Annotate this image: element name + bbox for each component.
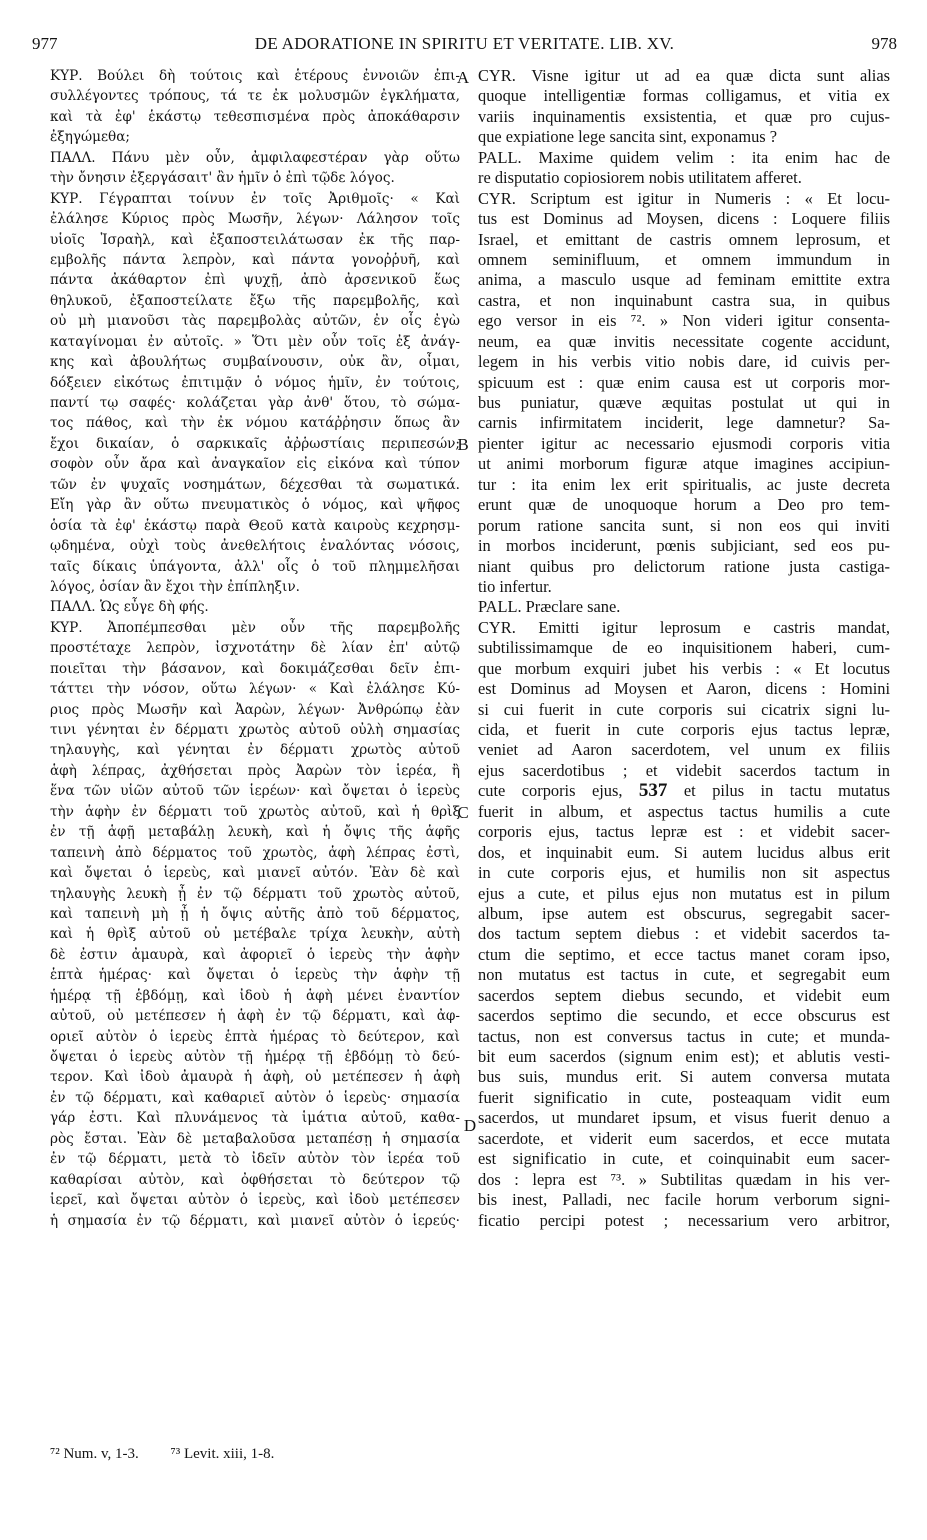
latin-text-line: tactus, non est conversus tactus in cute; et munda- — [478, 1026, 890, 1046]
latin-text-line: sacerdos septem diebus secundo, et videbit eum — [478, 985, 890, 1005]
latin-text-line: subtilissimamque de eo inquisitionem haberi, cum- — [478, 638, 890, 658]
greek-text-line: συλλέγοντες τρόπους, τά τε ἐκ μολυσμῶν ἐγκλήματα, — [50, 88, 460, 105]
latin-text-line: ejus sacerdotibus ; et videbit sacerdos tactum in — [478, 760, 890, 780]
greek-text-line: οὐ μὴ μιανοῦσι τὰς παρεμβολὰς αὐτῶν, ἐν οἷς ἐγὼ — [50, 313, 460, 330]
footnotes — [50, 1446, 550, 1463]
greek-text-line: καταγίνομαι ἐν αὐτοῖς. » Ὅτι μὲν οὖν τοῖς ἐξ ἀνάγ- — [50, 333, 460, 350]
latin-text-line: est significatio in cute, et coinquinabit eum sacer- — [478, 1149, 890, 1169]
greek-text-line: ἁφὴ λέπρας, ἀχθήσεται πρὸς Ἀαρὼν τὸν ἱερέα, ἢ — [50, 762, 460, 779]
greek-text-line: τάττει τὴν νόσον, οὕτω λέγων· « Καὶ ἐλάλησε Κύ- — [50, 681, 460, 698]
latin-text-line: quoque intelligentiæ formas colligamus, et vitia ex — [478, 86, 890, 106]
latin-text-line: ejus a cute, et pilus ejus non mutatus est in pilum — [478, 883, 890, 903]
greek-text-line: ρὸς ἔσται. Ἐὰν δὲ μεταβαλοῦσα μεταπέσῃ ἡ σημασία — [50, 1130, 460, 1147]
greek-text-line: πάντα ἀκάθαρτον ἐπὶ ψυχῇ, ἀπὸ ἀρσενικοῦ ἕως — [50, 272, 460, 289]
latin-text-line: legem in his verbis vitio nobis dare, id cuivis per- — [478, 352, 890, 372]
greek-text-line: ἱερεῖ, καὶ ὄψεται αὐτὸν ὁ ἱερεὺς, καὶ ἰδοὺ μετέπεσεν — [50, 1192, 460, 1209]
latin-text-line: sacerdote, et viderit eum sacerdos, et ecce mutata — [478, 1128, 890, 1148]
greek-text-line: ἐν τῇ ἁφῇ μεταβάλῃ λευκὴ, καὶ ἡ ὄψις τῆς ἁφῆς — [50, 824, 460, 841]
greek-text-line: αὐτοῦ, οὐ μετέπεσεν ἡ ἁφὴ ἐν τῷ δέρματι, καὶ ἀφ- — [50, 1008, 460, 1025]
latin-text-line: cida, et fuerit in cute corporis ejus tactus lepræ, — [478, 720, 890, 739]
page-number-right: 978 — [871, 34, 897, 53]
latin-text-line: cute corporis ejus, 537 et pilus in tactu mutatus — [478, 781, 890, 802]
margin-marker-c: C — [457, 803, 469, 822]
latin-text-line: veniet ad Aaron sacerdotem, vel unum ex filiis — [478, 740, 890, 760]
latin-text-line: spicuum est : quæ enim causa est ut corporis mor- — [478, 372, 890, 392]
latin-text-line: si cui fuerit in cute corporis sui cicatrix signi lu- — [478, 699, 890, 719]
latin-text-line: PALL. Præclare sane. — [478, 597, 621, 617]
greek-text-line: ἔχοι δικαίαν, ὁ σαρκικαῖς ἀῤῥωστίαις περιπεσών; — [50, 435, 460, 452]
greek-column — [50, 66, 460, 1231]
greek-text-line: ΠΑΛΛ. Πάνυ μὲν οὖν, ἀμφιλαφεστέραν γὰρ οὕτω — [50, 149, 460, 166]
greek-text-line: εμβολῆς πάντα λεπρὸν, καὶ πάντα γονοῤῥυῆ, καὶ — [50, 251, 460, 268]
latin-text-line: sacerdos, ut mundaret ipsum, et visus fuerit denuo a — [478, 1108, 890, 1128]
latin-text-line: omnem seminifluum, et omnem immundum in — [478, 249, 890, 269]
greek-text-line: υἱοῖς Ἰσραὴλ, καὶ ἐξαποστειλάτωσαν ἐκ τῆς παρ- — [50, 231, 460, 248]
greek-text-line: ἑπτὰ ἡμέρας· καὶ ὄψεται ὁ ἱερεὺς τὴν ἁφὴν τῇ — [50, 967, 460, 984]
latin-text-line: re disputatio copiosiorem nobis utilitatem afferet. — [478, 168, 802, 188]
greek-text-line: ἐλάλησε Κύριος πρὸς Μωσῆν, λέγων· Λάλησον τοῖς — [50, 211, 460, 228]
greek-text-line: τὴν ὄνησιν ἐξεργάσαιτ' ἂν ἡμῖν ὁ ἐπὶ τῷδε λόγος. — [50, 170, 395, 187]
latin-text-line: bis inest, Palladi, nec facile horum verborum signi- — [478, 1190, 890, 1210]
greek-text-line: τῶν ἐν ψυχαῖς νοσημάτων, δέχεσθαι τὰ σωματικά. — [50, 476, 460, 493]
greek-text-line: οριεῖ αὐτὸν ὁ ἱερεὺς ἑπτὰ ἡμέρας τὸ δεύτερον, καὶ — [50, 1028, 460, 1045]
greek-text-line: ἕνα τῶν υἱῶν αὐτοῦ τῶν ἱερέων· καὶ ὄψεται ὁ ἱερεὺς — [50, 783, 460, 800]
page-number-left: 977 — [32, 34, 58, 53]
greek-text-line: τὴν ἁφὴν ἐν δέρματι τοῦ χρωτὸς αὐτοῦ, καὶ ἡ θρὶξ — [50, 803, 460, 820]
greek-text-line: ῳδημένα, οὐχὶ τοὺς ἀνεθελήτοις ἐναλόντας νόσοις, — [50, 538, 460, 555]
greek-text-line: ριος πρὸς Μωσῆν καὶ Ἀαρὼν, λέγων· Ἀνθρώπῳ ἐὰν — [50, 701, 460, 718]
greek-text-line: ΚΥΡ. Γέγραπται τοίνυν ἐν τοῖς Ἀριθμοῖς· « Καὶ — [50, 190, 460, 207]
greek-text-line: καὶ ὄψεται ὁ ἱερεὺς, καὶ μιανεῖ αὐτόν. Ἐὰν δὲ καὶ — [50, 865, 460, 882]
greek-text-line: τηλαυγὴς λευκὴ ᾖ ἐν τῷ δέρματι τοῦ χρωτὸς αὐτοῦ, — [50, 885, 460, 902]
greek-text-line: καὶ τὰ ἐφ' ἑκάστῳ τεθεσπισμένα πρὸς ἀποκάθαρσιν — [50, 108, 460, 125]
latin-text-line: in morbos inciderunt, pœnis subjiciant, sed eos pu- — [478, 536, 890, 556]
greek-text-line: παντί τῳ σαφές· κολάζεται γὰρ ἀνθ' ὅτου, τὸ σώμα- — [50, 395, 460, 411]
latin-text-line: ctum die septimo, et ecce tactus manet coram ipso, — [478, 944, 890, 964]
latin-text-line: album, ipse autem est obscurus, segregabit sacer- — [478, 903, 890, 923]
latin-text-line: ego versor in eis ⁷². » Non videri igitur consenta- — [478, 311, 890, 331]
latin-text-line: in cute corporis ejus, et humilis non sit aspectus — [478, 863, 890, 883]
latin-text-line: tio infertur. — [478, 576, 552, 596]
latin-text-continuation: et pilus in tactu mutatus — [667, 781, 890, 801]
greek-text-line: τερον. Καὶ ἰδοὺ ἀμαυρὰ ἡ ἁφὴ, οὐ μετέπεσεν ἡ ἁφὴ — [50, 1069, 460, 1086]
latin-text-line: ficatio percipi potest ; necessarium vero arbitror, — [478, 1210, 890, 1230]
greek-text-line: ταῖς δίκαις ὑπάγοντα, ἀλλ' οἷς ὁ τοῦ πλημμελῆσαι — [50, 558, 460, 575]
greek-text-line: τινι γένηται ἐν δέρματι χρωτὸς αὐτοῦ οὐλὴ σημασίας — [50, 722, 460, 738]
greek-text-line: ΚΥΡ. Ἀποπέμπεσθαι μὲν οὖν τῆς παρεμβολῆς — [50, 619, 460, 636]
latin-text-line: pienter igitur ac necessario ejusmodi corporis vitia — [478, 433, 890, 453]
latin-text-line: que morbum exquiri jubet his verbis : « Et locutus — [478, 658, 890, 678]
latin-text-line: castra, et non inquinabunt castra sua, in quibus — [478, 290, 890, 310]
latin-text-line: dos, et inquinabit eum. Si autem lucidus albus erit — [478, 842, 890, 862]
latin-text-line: corporis ejus, tactus lepræ est : et videbit sacer- — [478, 822, 890, 842]
margin-marker-b: B — [457, 435, 469, 454]
greek-text-line: ὁσία τὰ ἐφ' ἑκάστῳ παρὰ Θεοῦ κατὰ καιροὺς κεχρησμ- — [50, 517, 460, 534]
greek-text-line: Εἴη γὰρ ἂν οὕτω πνευματικὸς ὁ νόμος, καὶ ψῆφος — [50, 497, 460, 514]
running-title: DE ADORATIONE IN SPIRITU ET VERITATE. LIB. XV. — [254, 34, 675, 53]
latin-text-line: neum, ea quæ invitis necessitate cogente accidunt, — [478, 331, 890, 351]
greek-text-line: καθαρίσαι αὐτὸν, καὶ ὀφθήσεται τὸ δεύτερον τῷ — [50, 1171, 460, 1188]
latin-text-line: tus est Dominus ad Moysen, dicens : Loquere filiis — [478, 209, 890, 229]
latin-text-line: bus puniatur, quæve æquitas postulat ut qui in — [478, 393, 890, 412]
greek-text-line: δὲ ἐστιν ἀμαυρὰ, καὶ ἀφοριεῖ ὁ ἱερεὺς τὴν ἁφὴν — [50, 946, 460, 963]
greek-text-line: ταπεινὴ ἀπὸ δέρματος τοῦ χρωτὸς, ἁφὴ λέπρας ἐστὶ, — [50, 844, 460, 861]
greek-text-line: σοφὸν οὖν ἄρα καὶ ἀναγκαῖον εἰς εἰκόνα καὶ τύπον — [50, 456, 460, 473]
latin-text-line: sacerdos septimo die secundo, et ecce obscurus est — [478, 1006, 890, 1026]
greek-text-line: ἐν τῷ δέρματι, καὶ καθαριεῖ αὐτὸν ὁ ἱερεὺς· σημασία — [50, 1089, 460, 1106]
greek-text-line: προστέταχε λεπρὸν, ἰσχνοτάτην δὲ λίαν ἐπ' αὐτῷ — [50, 640, 460, 657]
latin-text-line: est Dominus ad Moysen et Aaron, dicens : Homini — [478, 679, 890, 699]
footnote-73: ⁷³ Levit. xiii, 1-8. — [170, 1446, 275, 1462]
latin-text-line: porum ratione sancita sunt, si non eos qui inviti — [478, 515, 890, 535]
latin-text-line: niant quibus pro delictorum ratione justa castiga- — [478, 556, 890, 576]
latin-text-line: que expiatione lege sancita sint, exponamus ? — [478, 127, 778, 147]
latin-text-line: CYR. Scriptum est igitur in Numeris : « Et locu- — [478, 188, 890, 208]
greek-text-line: τηλαυγὴς, καὶ γένηται ἐν δέρματι χρωτὸς αὐτοῦ — [50, 742, 460, 759]
greek-text-line: ΠΑΛΛ. Ὡς εὖγε δὴ φής. — [50, 599, 209, 616]
latin-text-line: bit eum sacerdos (signum enim est); et ablutis vesti- — [478, 1047, 890, 1066]
greek-text-line: θηλυκοῦ, ἐξαποστείλατε ἔξω τῆς παρεμβολῆς, καὶ — [50, 292, 460, 309]
latin-text-line: tur : ita enim lex erit spiritualis, ac juste decreta — [478, 474, 890, 494]
latin-text-line: variis inquinamentis exsistentia, et quæ pro cujus- — [478, 106, 890, 126]
latin-text-line: PALL. Maxime quidem velim : ita enim hac de — [478, 147, 890, 167]
greek-text-line: ἡ σημασία ἐν τῷ δέρματι, καὶ μιανεῖ αὐτὸν ὁ ἱερεύς· — [50, 1212, 460, 1229]
latin-text-line: CYR. Emitti igitur leprosum e castris mandat, — [478, 617, 890, 637]
greek-text-line: καὶ ταπεινὴ μὴ ᾖ ἡ ὄψις αὐτῆς ἀπὸ τοῦ δέρματος, — [50, 905, 460, 922]
greek-text-line: καὶ ἡ θρὶξ αὐτοῦ οὐ μετέβαλε τρίχα λευκὴν, αὐτὴ — [50, 926, 460, 943]
migne-column-number: 537 — [638, 781, 668, 802]
latin-text-line: non mutatus est tactus in cute, et segregabit eum — [478, 965, 890, 985]
greek-text-line: τος πάθος, καὶ τὴν ἐκ νόμου κατάῤῥησιν ὅπως ἂν — [50, 415, 460, 432]
margin-marker-a: A — [456, 68, 470, 87]
latin-text-line: fuerit in album, et aspectus tactus humilis a cute — [478, 801, 890, 821]
latin-text-line: erunt quæ de unoquoque horum a Deo pro tem- — [478, 495, 890, 515]
running-header — [32, 34, 897, 60]
footnote-72: ⁷² Num. v, 1-3. — [50, 1446, 139, 1462]
greek-text-line: δόξειεν εἰκότως ἐπιτιμᾷν ὁ νόμος ἡμῖν, ἐν τούτοις, — [50, 374, 460, 391]
latin-text-line: Israel, et emittant de castris omnem leprosum, et — [478, 229, 890, 249]
latin-text-line: CYR. Visne igitur ut ad ea quæ dicta sunt alias — [478, 66, 890, 85]
greek-text-line: λόγος, ὁσίαν ἂν ἔχοι τὴν ἐπίπληξιν. — [50, 578, 300, 595]
latin-text-line: ut animi morborum figuræ atque imagines accipiun- — [478, 454, 890, 474]
latin-text-line: dos tactum septem diebus : et videbit sacerdos ta- — [478, 924, 890, 944]
greek-text-line: ἡμέρᾳ τῇ ἑβδόμῃ, καὶ ἰδοὺ ἡ ἁφὴ μένει ἐναντίον — [50, 987, 460, 1004]
greek-text-line: ἐν τῷ δέρματι, μετὰ τὸ ἰδεῖν αὐτὸν τὸν ἱερέα τοῦ — [50, 1151, 460, 1168]
latin-text-line: carnis infirmitatem inciderit, lege damnetur? Sa- — [478, 413, 890, 433]
latin-text-line: bus suis, mundus erit. Si autem conversa mutata — [478, 1067, 890, 1087]
greek-text-line: ἐξηγώμεθα; — [50, 129, 130, 146]
margin-marker-d: D — [463, 1116, 477, 1135]
greek-text-line: κης καὶ ἀβουλήτως συμβαίνουσιν, οὐκ ἂν, οἶμαι, — [50, 354, 460, 371]
greek-text-line: ΚΥΡ. Βούλει δὴ τούτοις καὶ ἑτέρους ἐννοιῶν ἐπι- — [50, 68, 460, 84]
latin-text-line: dos : lepra est ⁷³. » Subtilitas quædam in his ver- — [478, 1169, 890, 1189]
latin-text-line: fuerit significatio in cute, posteaquam vidit eum — [478, 1087, 890, 1107]
latin-text-line: anima, a masculo usque ad feminam emittite extra — [478, 270, 890, 290]
latin-column — [478, 66, 890, 1231]
greek-text-line: ποιεῖται τὴν βάσανον, καὶ δοκιμάζεσθαι δεῖν ἐπι- — [50, 660, 460, 677]
greek-text-line: ὄψεται ὁ ἱερεὺς αὐτὸν τῇ ἡμέρᾳ τῇ ἑβδόμῃ τὸ δεύ- — [50, 1049, 460, 1065]
greek-text-line: γάρ ἐστι. Καὶ πλυνάμενος τὰ ἱμάτια αὐτοῦ, καθα- — [50, 1110, 460, 1127]
